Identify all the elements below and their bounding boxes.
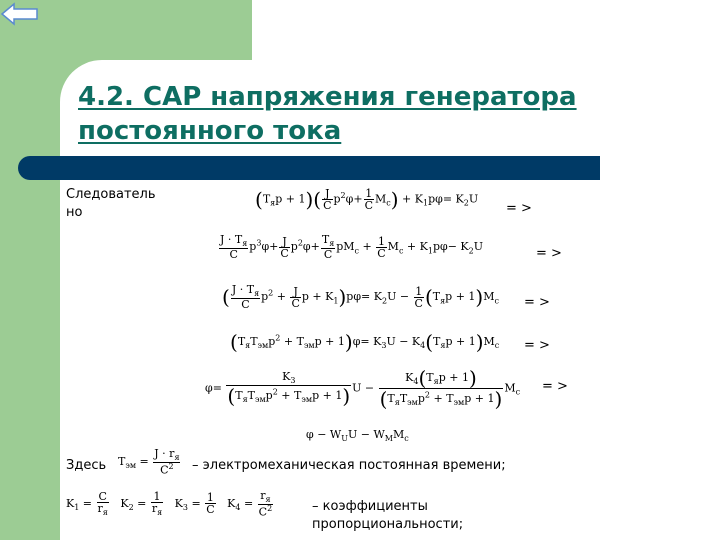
equation-1: $(T_яp + 1)$( $\frac{J}{C}$ $p^2\varphi+$ $\frac{1}{C}$ $M_c) + K_1p\varphi= K_2U$ bbox=[255, 187, 479, 212]
here-label: Здесь bbox=[66, 458, 107, 473]
implies-3: = > bbox=[524, 295, 550, 310]
title-line-1: 4.2. САР напряжения генератора bbox=[78, 82, 577, 112]
equation-2: $\frac{J \cdot T_я}{C}$ $p^3\varphi+$ $\frac{J}{C}$ $p^2\varphi+$ $\frac{T_я}{C}$ $pM_c$ + $\frac{1}{C}$ $M_c + K_1p\varphi- K_2U$ bbox=[220, 233, 484, 262]
coefficients-description: – коэффициенты пропорциональности; bbox=[312, 499, 464, 532]
equation-6: $\varphi - W_UU - W_MM_c$ bbox=[306, 428, 409, 444]
implies-2: = > bbox=[536, 246, 562, 261]
coefficient-definitions: $K_1$ = $\frac{C}{r_я}$ $K_2$ = $\frac{1}{r_я}$ $K_3$ = $\frac{1}{C}$ $K_4$ = $\frac{r_я}{C^2}$ bbox=[66, 489, 273, 519]
implies-4: = > bbox=[524, 338, 550, 353]
equation-5: φ= $\frac{K_3}{(T_яT_{эм}p^2 + T_{эм}p + 1)}$ U − $\frac{K_4(T_яp + 1)}{(T_яT_{эм}p^2 + T_{эм}p + 1)}$ $M_c$ bbox=[205, 366, 521, 411]
back-arrow-icon[interactable] bbox=[0, 2, 40, 26]
green-strip bbox=[0, 0, 60, 540]
tem-definition: $T_{эм}$ = $\frac{J \cdot r_я}{C^2}$ bbox=[118, 447, 180, 477]
equation-4: $(T_яT_{эм}p^2 + T_{эм}p + 1)\varphi= K_3U - K_4(T_яp + 1)M_c$ bbox=[230, 330, 500, 354]
title-divider-bar bbox=[18, 156, 600, 180]
consequently-label: Следователь но bbox=[66, 187, 156, 220]
implies-1: = > bbox=[506, 201, 532, 216]
time-constant-description: – электромеханическая постоянная времени; bbox=[192, 458, 506, 473]
equation-3: ( $\frac{J \cdot T_я}{C}$ $p^2$ + $\frac{J}{C}$ $p + K_1)p\varphi= K_2U$ − $\frac{1}{C}$ $(T_яp + 1)M_c$ bbox=[222, 283, 499, 312]
title-line-2: постоянного тока bbox=[78, 116, 342, 146]
implies-5: = > bbox=[542, 379, 568, 394]
slide-title bbox=[78, 80, 638, 148]
